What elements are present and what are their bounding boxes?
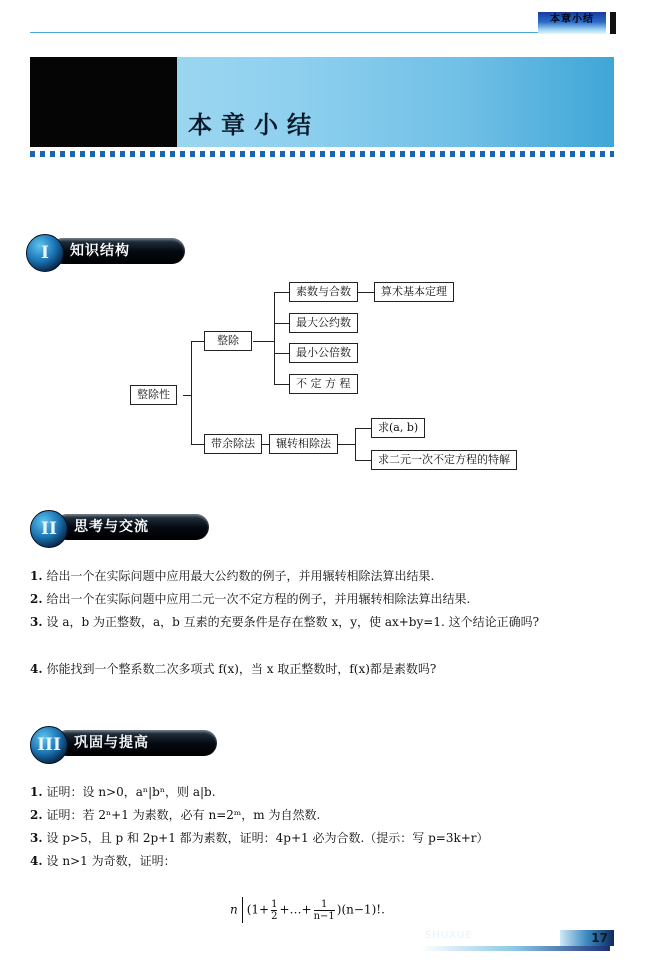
fraction-one-over-n-minus-one: $\frac{1}{n-1}$	[313, 898, 335, 922]
node-divisibility-property: 整除性	[130, 385, 177, 405]
divisibility-formula: n (1+ $\frac{1}{2}$ +…+ $\frac{1}{n-1}$ )(n−1)!.	[230, 898, 385, 922]
node-divisibility: 整除	[204, 331, 252, 351]
section-title: 思考与交流	[54, 514, 209, 540]
page-number: 17	[560, 930, 614, 946]
dotted-divider	[30, 151, 614, 157]
node-lcm: 最小公倍数	[289, 343, 358, 363]
node-find-gcd: 求(a, b)	[371, 418, 425, 438]
list-item: 3. 设 p>5，且 p 和 2p+1 都为素数，证明：4p+1 必为合数.（提示：写 p=3k+r）	[30, 831, 489, 845]
section-title: 巩固与提高	[54, 730, 217, 756]
list-item: 4. 你能找到一个整系数二次多项式 f(x)，当 x 取正整数时，f(x)都是素数吗?	[30, 662, 437, 676]
list-item: 2. 给出一个在实际问题中应用二元一次不定方程的例子，并用辗转相除法算出结果.	[30, 592, 471, 606]
section-title: 知识结构	[50, 238, 185, 264]
list-item: 3. 设 a，b 为正整数，a，b 互素的充要条件是存在整数 x，y，使 ax+by=1. 这个结论正确吗?	[30, 615, 540, 629]
list-item: 1. 证明：设 n>0，aⁿ|bⁿ，则 a|b.	[30, 785, 216, 799]
node-division-with-remainder: 带余除法	[204, 434, 262, 454]
node-fundamental-theorem: 算术基本定理	[374, 282, 454, 302]
node-euclidean-algorithm: 辗转相除法	[269, 434, 338, 454]
footer-series-text: SHUXUE	[425, 930, 473, 941]
roman-numeral-icon: I	[26, 234, 64, 272]
node-indeterminate-equation: 不 定 方 程	[289, 374, 358, 394]
node-primes-composites: 素数与合数	[289, 282, 358, 302]
node-gcd: 最大公约数	[289, 313, 358, 333]
fraction-one-half: $\frac{1}{2}$	[271, 898, 278, 922]
header-rule	[30, 32, 542, 33]
roman-numeral-icon: II	[30, 510, 68, 548]
list-item: 4. 设 n>1 为奇数，证明：	[30, 854, 176, 868]
node-particular-solution: 求二元一次不定方程的特解	[371, 450, 517, 470]
list-item: 2. 证明：若 2ⁿ+1 为素数，必有 n=2ᵐ，m 为自然数.	[30, 808, 321, 822]
roman-numeral-icon: III	[30, 726, 68, 764]
running-header-tab: 本章小结	[538, 12, 606, 34]
running-header-bar	[610, 12, 616, 34]
chapter-title: 本章小结	[188, 111, 320, 139]
list-item: 1. 给出一个在实际问题中应用最大公约数的例子，并用辗转相除法算出结果.	[30, 569, 435, 583]
footer-bar	[420, 946, 610, 951]
banner-black-block	[30, 57, 177, 147]
